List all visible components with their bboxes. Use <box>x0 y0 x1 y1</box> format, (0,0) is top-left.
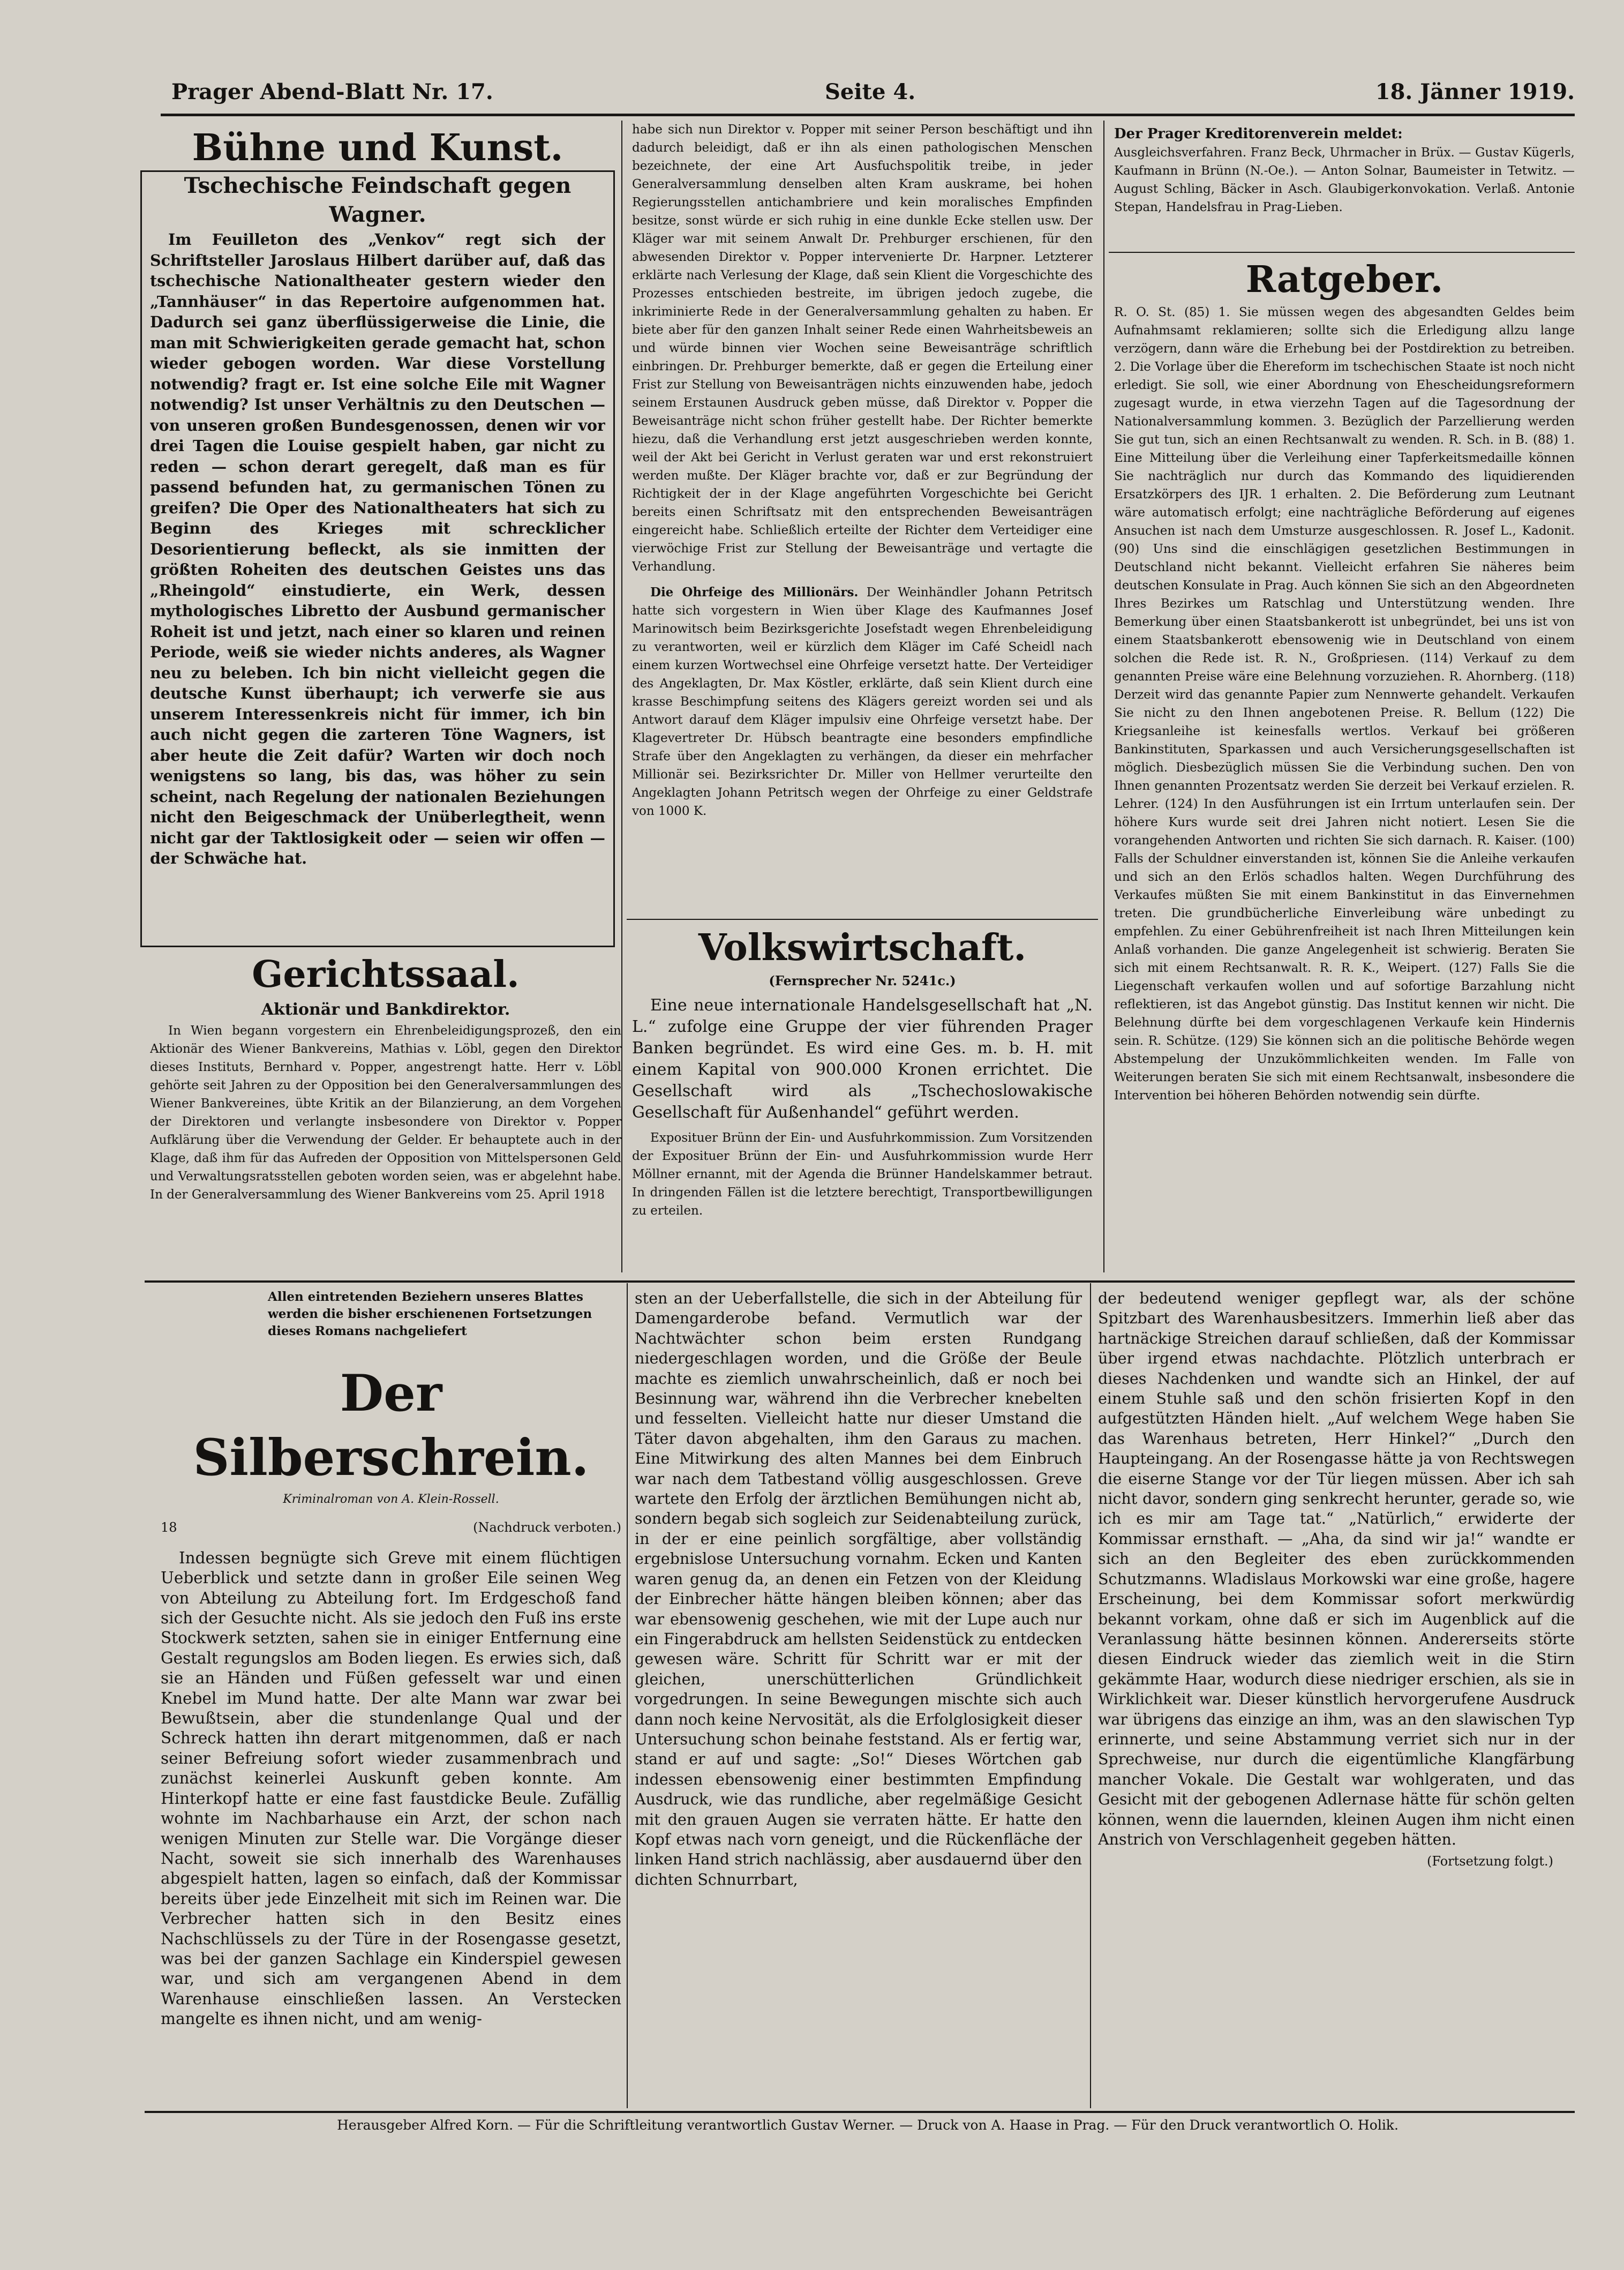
section-subtitle-phone: (Fernsprecher Nr. 5241c.) <box>769 973 956 988</box>
column-rule-1 <box>621 121 622 1272</box>
serial-continued: (Fortsetzung folgt.) <box>1427 1854 1553 1869</box>
column-2 <box>632 121 1093 913</box>
rule-serial <box>145 1280 1575 1283</box>
serial-column-3 <box>1098 1288 1575 2108</box>
column-1 <box>150 124 605 944</box>
serial-note: Allen eintretenden Beziehern unseres Blattes werden die bisher erschienenen Fortsetzungen dieses Romans nachgeliefert <box>268 1290 592 1338</box>
column-1-lower <box>150 951 621 1262</box>
kreditorenverein-notice <box>1114 124 1575 258</box>
article-title-aktionaer: Aktionär und Bankdirektor. <box>261 1000 510 1019</box>
header-center: Seite 4. <box>825 79 916 104</box>
serial-number: 18 <box>161 1520 177 1535</box>
serial-rights: (Nachdruck verboten.) <box>473 1520 621 1535</box>
kreditorenverein-text: Ausgleichsverfahren. Franz Beck, Uhrmacher in Brüx. — Gustav Kügerls, Kaufmann in Brünn (N.-Oe.). — Anton Solnar, Baumeister in Tetwitz. — August Schling, Bäcker in Asch. Glaubigerkonvokation. Verlaß. Antonie Stepan, Handelsfrau in Prag-Lieben. <box>1114 146 1575 214</box>
article-title-ohrfeige: Die Ohrfeige des Millionärs. <box>650 585 859 600</box>
article-text-handelsgesellschaft: Eine neue internationale Handelsgesellschaft hat „N. L.“ zufolge eine Gruppe der vier führenden Prager Banken begründet. Es wird eine Ges. m. b. H. mit einem Kapital von 900.000 Kronen errichtet. Die Gesellschaft wird als „Tschechoslowakische Gesellschaft für Außenhandel“ geführt werden. <box>632 996 1093 1122</box>
page-header <box>161 79 1575 108</box>
article-text-exposituer: Exposituer Brünn der Ein- und Ausfuhrkommission. Zum Vorsitzenden der Exposituer Brünn der Ein- und Ausfuhrkommission wurde Herr Möllner ernannt, mit der Agenda die Brünner Handelskammer betraut. In dringenden Fällen ist die letztere berechtigt, Transportbewilligungen zu erteilen. <box>632 1131 1093 1218</box>
section-title-volkswirtschaft: Volkswirtschaft. <box>698 926 1027 969</box>
section-title-buehne: Bühne und Kunst. <box>192 126 563 169</box>
rule-ratgeber <box>1109 252 1575 253</box>
serial-rule-2 <box>1090 1283 1091 2108</box>
article-title-wagner: Tschechische Feindschaft gegen Wagner. <box>184 173 572 227</box>
column-3 <box>1114 256 1575 1263</box>
column-rule-2 <box>1103 121 1104 1272</box>
ohrfeige-body: Der Weinhändler Johann Petritsch hatte sich vorgestern in Wien über Klage des Kaufmannes Josef Marinowitsch beim Bezirksgerichte Josefstadt wegen Ehrenbeleidigung zu verantworten, weil er kürzlich dem Kläger im Café Scheidl nach einem kurzen Wortwechsel eine Ohrfeige versetzt hatte. Der Verteidiger des Angeklagten, Dr. Max Köstler, erklärte, daß sein Klient durch eine krasse Beschimpfung seitens des Klägers gereizt worden sei und als Antwort darauf dem Kläger impulsiv eine Ohrfeige versetzt habe. Der Klagevertreter Dr. Hübsch beantragte eine besonders empfindliche Strafe über den Angeklagten zu verhängen, da dieser ein mehrfacher Millionär sei. Bezirksrichter Dr. Miller von Hellmer verurteilte den Angeklagten Johann Petritsch wegen der Ohrfeige zu einer Geldstrafe von 1000 K. <box>632 586 1093 818</box>
serial-column-2 <box>635 1288 1082 2108</box>
article-text-wagner: Im Feuilleton des „Venkov“ regt sich der Schriftsteller Jaroslaus Hilbert darüber auf, daß das tschechische Nationaltheater gestern wieder den „Tannhäuser“ in das Repertoire aufgenommen hat. Dadurch sei ganz überflüssigerweise die Linie, die man mit Schwierigkeiten gerade gemacht hat, schon wieder gebogen worden. War diese Vorstellung notwendig? fragt er. Ist eine solche Eile mit Wagner notwendig? Ist unser Verhältnis zu den Deutschen — von unseren großen Bundesgenossen, denen wir vor drei Tagen die Louise gespielt haben, gar nicht zu reden — schon derart geregelt, daß man es für passend befunden hat, zu germanischen Tönen zu greifen? Die Oper des Nationaltheaters hat sich zu Beginn des Krieges mit schrecklicher Desorientierung befleckt, als sie inmitten der größten Roheiten des deutschen Geistes uns das „Rheingold“ einstudierte, ein Werk, dessen mythologisches Libretto der Ausbund germanischer Roheit ist und jetzt, nach einer so klaren und reinen Periode, weiß sie wieder nichts anderes, als Wagner neu zu beleben. Ich bin nicht vielleicht gegen die deutsche Kunst überhaupt; ich verwerfe sie aus unserem Interessenkreis nicht für immer, ich bin auch nicht gegen die zarteren Töne Wagners, ist aber heute die Zeit dafür? Warten wir doch noch wenigstens so lang, bis das, was höher zu sein scheint, nach Regelung der nationalen Beziehungen nicht den Beigeschmack der Unüberlegtheit, wenn nicht gar der Taktlosigkeit oder — seien wir offen — der Schwäche hat. <box>150 230 605 867</box>
serial-title: Der Silberschrein. <box>193 1364 589 1487</box>
serial-subtitle: Kriminalroman von A. Klein-Rossell. <box>283 1493 499 1506</box>
article-text-aktionaer-cont: habe sich nun Direktor v. Popper mit seiner Person beschäftigt und ihn dadurch beleidigt, daß er ihn als einen pathologischen Menschen bezeichnete, der eine Art Ausfuchspolitik treibe, in jeder Generalversammlung denselben alten Kram auskrame, bei hohen Regierungsstellen antichambriere und kein moralisches Empfinden besitze, sonst würde er sich ruhig in eine dunkle Ecke stellen usw. Der Kläger war mit seinem Anwalt Dr. Prehburger erschienen, für den abwesenden Direktor v. Popper intervenierte Dr. Harpner. Letzterer erklärte nach Verlesung der Klage, daß sein Klient die Vorgeschichte des Prozesses entschieden bestreite, im übrigen jedoch zugebe, die inkriminierte Rede in der Generalversammlung gehalten zu haben. Er biete aber für den ganzen Inhalt seiner Rede einen Wahrheitsbeweis an und würde binnen vier Wochen seine Beweisanträge schriftlich einbringen. Dr. Prehburger bemerkte, daß er gegen die Erteilung einer Frist zur Stellung von Beweisanträgen nichts einzuwenden habe, jedoch seinem Erstaunen Ausdruck geben müsse, daß Direktor v. Popper die Beweisanträge nicht schon früher gestellt habe. Der Richter bemerkte hiezu, daß die Verhandlung erst jetzt ausgeschrieben werden konnte, weil der Akt bei Gericht in Verlust geraten war und erst rekonstruiert werden mußte. Der Kläger brachte vor, daß er zur Begründung der Richtigkeit der in der Klage angeführten Vorgeschichte bei Gericht bereits einen Schriftsatz mit den entsprechenden Beweisanträgen eingereicht habe. Schließlich erteilte der Richter dem Verteidiger eine vierwöchige Frist zur Stellung der Beweisanträge und vertagte die Verhandlung. <box>632 123 1093 574</box>
serial-rule-1 <box>627 1283 628 2108</box>
serial-text-2: sten an der Ueberfallstelle, die sich in der Abteilung für Damengarderobe befand. Vermutlich war der Nachtwächter schon beim ersten Rundgang niedergeschlagen worden, und die Größe der Beule machte es ziemlich unwahrscheinlich, daß er noch bei Besinnung war, während ihn die Verbrecher knebelten und fesselten. Vielleicht hatte nur dieser Umstand die Täter davon abgehalten, ihm den Garaus zu machen. Eine Mitwirkung des alten Mannes bei dem Einbruch war nach dem Tatbestand völlig ausgeschlossen. Greve wartete den Erfolg der ärztlichen Bemühungen nicht ab, sondern begab sich sogleich zur Seidenabteilung zurück, in der er eine peinlich sorgfältige, aber vollständig ergebnislose Untersuchung vornahm. Ecken und Kanten waren genug da, an denen ein Fetzen von der Kleidung der Einbrecher hätte hängen bleiben können; aber das war ebensowenig geschehen, wie mit der Lupe auch nur ein Fingerabdruck am hellsten Seidenstück zu entdecken gewesen wäre. Schritt für Schritt war er mit der gleichen, unerschütterlichen Gründlichkeit vorgedrungen. In seine Bewegungen mischte sich auch dann noch keine Nervosität, als die Erfolglosigkeit dieser Untersuchung schon beinahe feststand. Als er fertig war, stand er auf und sagte: „So!“ Dieses Wörtchen gab indessen ebensowenig einer bestimmten Empfindung Ausdruck, wie das rundliche, aber regelmäßige Gesicht mit den grauen Augen sie verraten hätte. Er hatte den Kopf etwas nach vorn geneigt, und die Rückenfläche der linken Hand strich nachlässig, aber ausdauernd über den dichten Schnurrbart, <box>635 1290 1082 1889</box>
section-title-ratgeber: Ratgeber. <box>1245 258 1443 301</box>
serial-text-3: der bedeutend weniger gepflegt war, als der schöne Spitzbart des Warenhausbesitzers. Immerhin ließ aber das hartnäckige Streichen darauf schließen, daß der Kommissar über irgend etwas nachdachte. Plötzlich unterbrach er dieses Nachdenken und wandte sich an Hinkel, der auf einem Stuhle saß und den schön frisierten Kopf in den aufgestützten Händen hielt. „Auf welchem Wege haben Sie das Warenhaus betreten, Herr Hinkel?“ „Durch den Haupteingang. An der Rosengasse hätte ja von Rechtswegen die eiserne Stange vor der Tür liegen müssen. Aber ich sah nicht davor, sondern ging senkrecht herunter, gerade so, wie ich es mir am Tage tat.“ „Natürlich,“ erwiderte der Kommissar ernsthaft. — „Aha, da sind wir ja!“ wandte er sich an den Begleiter des eben zurückkommenden Schutzmanns. Wladislaus Morkowski war eine große, hagere Erscheinung, bei dem Kommissar sofort merkwürdig bekannt vorkam, ohne daß er sich im Augenblick auf die Veranlassung hätte besinnen können. Andererseits störte diesen Eindruck wieder das ziemlich weit in die Stirn gekämmte Haar, wodurch diese niedriger erschien, als sie in Wirklichkeit war. Dieser künstlich hervorgerufene Ausdruck war übrigens das einzige an ihm, was an den slawischen Typ erinnerte, und seine Abstammung verriet sich nur in der Sprechweise, nur durch die eigentümliche Klangfärbung mancher Vokale. Die Gestalt war wohlgeraten, und das Gesicht mit der gebogenen Adlernase hätte für schön gelten können, wenn die lauernden, kleinen Augen ihm nicht einen Anstrich von Verschlagenheit gegeben hätten. <box>1098 1290 1575 1848</box>
rule-footer <box>145 2111 1575 2113</box>
imprint-footer: Herausgeber Alfred Korn. — Für die Schriftleitung verantwortlich Gustav Werner. — Druck von A. Haase in Prag. — Für den Druck verantwortlich O. Holik. <box>337 2117 1399 2133</box>
serial-column-1 <box>161 1288 621 2108</box>
article-text-aktionaer: In Wien begann vorgestern ein Ehrenbeleidigungsprozeß, den ein Aktionär des Wiener Bankvereins, Mathias v. Löbl, gegen den Direktor dieses Instituts, Bernhard v. Popper, angestrengt hatte. Herr v. Löbl gehörte seit Jahren zu der Opposition bei den Generalversammlungen des Wiener Bankvereines, übte Kritik an der Bilanzierung, an dem Vorgehen der Direktoren und verlangte insbesondere von Direktor v. Popper Aufklärung über die Verwendung der Gelder. Er behauptete auch in der Klage, daß ihm für das Aufreden der Opposition von Mittelspersonen Geld und Verwaltungsratsstellen geboten worden seien, was er abgelehnt habe. In der Generalversammlung des Wiener Bankvereins vom 25. April 1918 <box>150 1024 621 1202</box>
header-right: 18. Jänner 1919. <box>1375 79 1575 104</box>
serial-text-1: Indessen begnügte sich Greve mit einem flüchtigen Ueberblick und setzte dann in großer Eile seinen Weg von Abteilung zu Abteilung fort. Im Erdgeschoß fand sich der Gesuchte nicht. Als sie jedoch den Fuß ins erste Stockwerk setzten, sahen sie in einiger Entfernung eine Gestalt regungslos am Boden liegen. Es erwies sich, daß sie an Händen und Füßen gefesselt war und einen Knebel im Mund hatte. Der alte Mann war zwar bei Bewußtsein, aber die stundenlange Qual und der Schreck hatten ihn derart mitgenommen, daß er nach seiner Befreiung sofort wieder zusammenbrach und zunächst keinerlei Auskunft geben konnte. Am Hinterkopf hatte er eine fast faustdicke Beule. Zufällig wohnte im Nachbarhause ein Arzt, der schon nach wenigen Minuten zur Stelle war. Die Vorgänge dieser Nacht, soweit sie sich innerhalb des Warenhauses abgespielt hatten, lagen so einfach, daß der Kommissar bereits über jede Einzelheit mit sich im Reinen war. Die Verbrecher hatten sich in den Besitz eines Nachschlüssels zu der Türe in der Rosengasse gesetzt, was bei der ganzen Sachlage ein Kinderspiel gewesen war, und sich am vergangenen Abend in dem Warenhause einschließen lassen. An Verstecken mangelte es ihnen nicht, und am wenig- <box>161 1548 621 2028</box>
header-left: Prager Abend-Blatt Nr. 17. <box>171 79 493 104</box>
rule-volkswirtschaft <box>627 919 1098 920</box>
column-2-lower <box>632 924 1093 1272</box>
article-text-ohrfeige <box>632 583 1093 820</box>
section-title-gerichtssaal: Gerichtssaal. <box>252 953 520 996</box>
header-rule <box>161 114 1575 116</box>
kreditorenverein-title: Der Prager Kreditorenverein meldet: <box>1114 126 1403 142</box>
ratgeber-text: R. O. St. (85) 1. Sie müssen wegen des abgesandten Geldes beim Aufnahmsamt reklamieren; sollte sich die Erledigung allzu lange verzögern, dann wäre die Erhebung bei der Postdirektion zu betreiben. 2. Die Vorlage über die Ehereform im tschechischen Staate ist noch nicht erledigt. Sie soll, wie einer Abordnung von Ehescheidungsreformern zugesagt wurde, in etwa vierzehn Tagen auf die Tagesordnung der Nationalversammlung kommen. 3. Bezüglich der Parzellierung werden Sie gut tun, sich an einen Rechtsanwalt zu wenden. R. Sch. in B. (88) 1. Eine Mitteilung über die Verleihung einer Tapferkeitsmedaille können Sie nachträglich nur durch das Kommando des liquidierenden Ersatzkörpers des IJR. 1 erhalten. 2. Die Beförderung zum Leutnant wäre automatisch erfolgt; eine nachträgliche Beförderung auf eigenes Ansuchen ist nach dem Umsturze ausgeschlossen. R. Josef L., Kadonit. (90) Uns sind die einschlägigen gesetzlichen Bestimmungen in Deutschland nicht bekannt. Vielleicht erfahren Sie näheres beim deutschen Konsulate in Prag. Auch können Sie sich an den Abgeordneten Ihres Bezirkes um Ratschlag und Unterstützung wenden. Ihre Bemerkung über einen Staatsbankerott ist unbegründet, bei uns ist von einem Staatsbankerott ebensowenig wie in Deutschland von einem solchen die Rede ist. R. N., Großpriesen. (114) Verkauf zu dem genannten Preise wäre eine Belehnung vorzuziehen. R. Ahornberg. (118) Derzeit wird das genannte Papier zum Nennwerte gehandelt. Verkaufen Sie nicht zu den Ihnen angebotenen Preise. R. Bellum (122) Die Kriegsanleihe ist keinesfalls wertlos. Verkauf bei größeren Bankinstituten, Sparkassen und auch Versicherungsgesellschaften ist möglich. Diesbezüglich müssen Sie die Verbindung suchen. Den von Ihnen genannten Prozentsatz werden Sie derzeit bei Verkauf erzielen. R. Lehrer. (124) In den Ausführungen ist ein Irrtum unterlaufen sein. Der höhere Kurs wurde seit drei Jahren nicht notiert. Lesen Sie die vorangehenden Antworten und richten Sie sich darnach. R. Kaiser. (100) Falls der Schuldner einverstanden ist, können Sie die Anleihe verkaufen und sich an den Erlös schadlos halten. Wegen Durchführung des Verkaufes müßten Sie mit einem Bankinstitut in das Einvernehmen treten. Die grundbücherliche Einverleibung wäre unbedingt zu empfehlen. Zu einer Gebührenfreiheit ist nach Ihren Mitteilungen kein Anlaß vorhanden. Die ganze Angelegenheit ist schwierig. Beraten Sie sich mit einem Rechtsanwalt. R. R. K., Weipert. (127) Falls Sie die Liegenschaft verkaufen wollen und auf sofortige Barzahlung nicht reflektieren, ist das Angebot günstig. Das Institut kennen wir nicht. Die Belehnung dürfte bei dem vorgeschlagenen Verkaufe kein Hindernis sein. R. Schütze. (129) Sie können sich an die politische Behörde wegen Abstempelung der Unzukömmlichkeiten wenden. Im Falle von Weiterungen beraten Sie sich mit einem Rechtsanwalt, insbesondere die Intervention bei höheren Behörden notwendig sein dürfte. <box>1114 305 1575 1103</box>
